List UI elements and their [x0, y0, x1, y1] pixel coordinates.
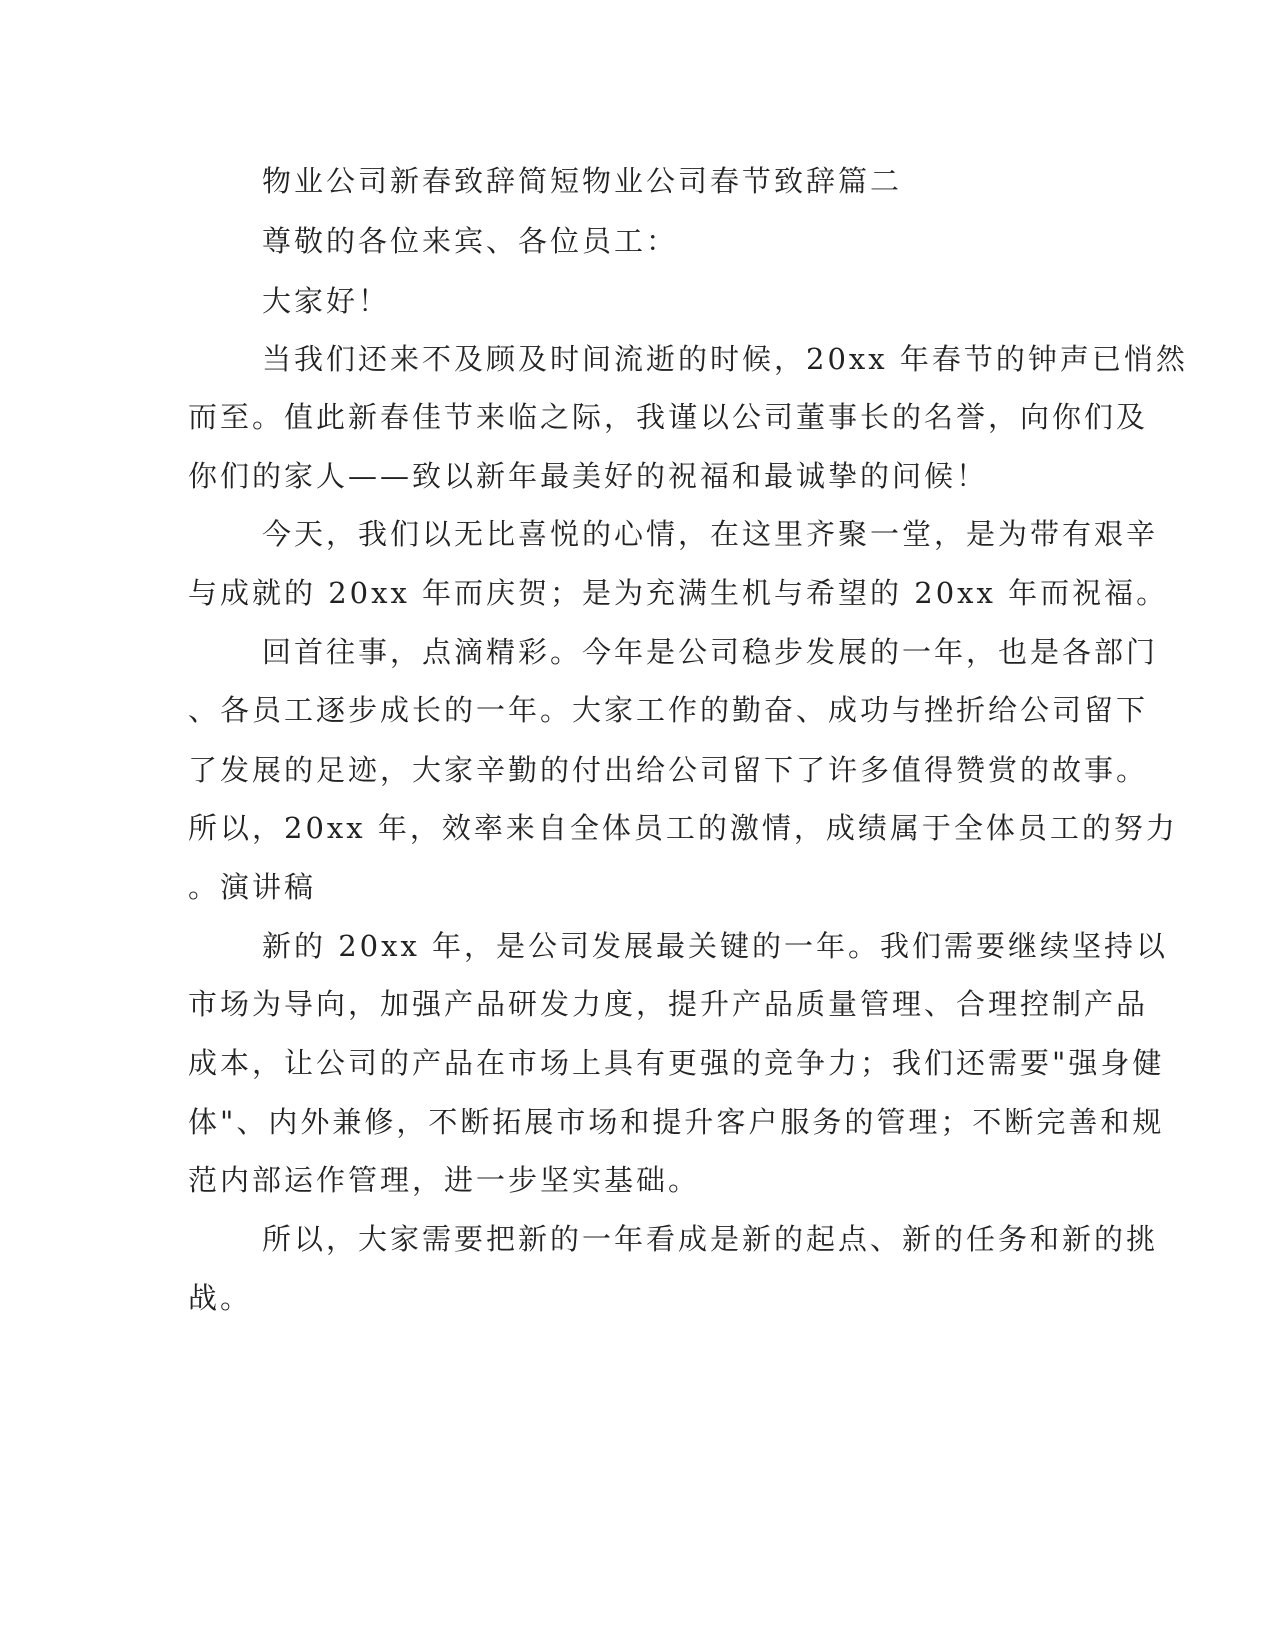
paragraph-line: 回首往事，点滴精彩。今年是公司稳步发展的一年，也是各部门: [262, 635, 1159, 669]
paragraph-line: 。演讲稿: [188, 870, 317, 904]
paragraph-line: 与成就的 20xx 年而庆贺；是为充满生机与希望的 20xx 年而祝福。: [188, 576, 1169, 610]
paragraph-line: 了发展的足迹，大家辛勤的付出给公司留下了许多值得赞赏的故事。: [188, 753, 1149, 787]
paragraph-line: 成本，让公司的产品在市场上具有更强的竞争力；我们还需要"强身健: [188, 1046, 1165, 1080]
paragraph-line: 当我们还来不及顾及时间流逝的时候，20xx 年春节的钟声已悄然: [262, 342, 1188, 376]
paragraph-line: 所以，20xx 年，效率来自全体员工的激情，成绩属于全体员工的努力: [188, 811, 1178, 845]
greeting: 大家好！: [262, 284, 391, 318]
paragraph-line: 市场为导向，加强产品研发力度，提升产品质量管理、合理控制产品: [188, 987, 1149, 1021]
paragraph-line: 今天，我们以无比喜悦的心情，在这里齐聚一堂，是为带有艰辛: [262, 517, 1159, 551]
paragraph-line: 你们的家人——致以新年最美好的祝福和最诚挚的问候！: [188, 459, 989, 493]
salutation: 尊敬的各位来宾、各位员工：: [262, 224, 679, 258]
paragraph-line: 体"、内外兼修，不断拓展市场和提升客户服务的管理；不断完善和规: [188, 1105, 1165, 1139]
paragraph-line: 而至。值此新春佳节来临之际，我谨以公司董事长的名誉，向你们及: [188, 400, 1149, 434]
document-title: 物业公司新春致辞简短物业公司春节致辞篇二: [262, 164, 903, 198]
paragraph-line: 新的 20xx 年，是公司发展最关键的一年。我们需要继续坚持以: [262, 929, 1169, 963]
paragraph-line: 范内部运作管理，进一步坚实基础。: [188, 1163, 701, 1197]
paragraph-line: 、各员工逐步成长的一年。大家工作的勤奋、成功与挫折给公司留下: [188, 693, 1149, 727]
paragraph-line: 所以，大家需要把新的一年看成是新的起点、新的任务和新的挑: [262, 1222, 1159, 1256]
paragraph-line: 战。: [188, 1281, 253, 1315]
